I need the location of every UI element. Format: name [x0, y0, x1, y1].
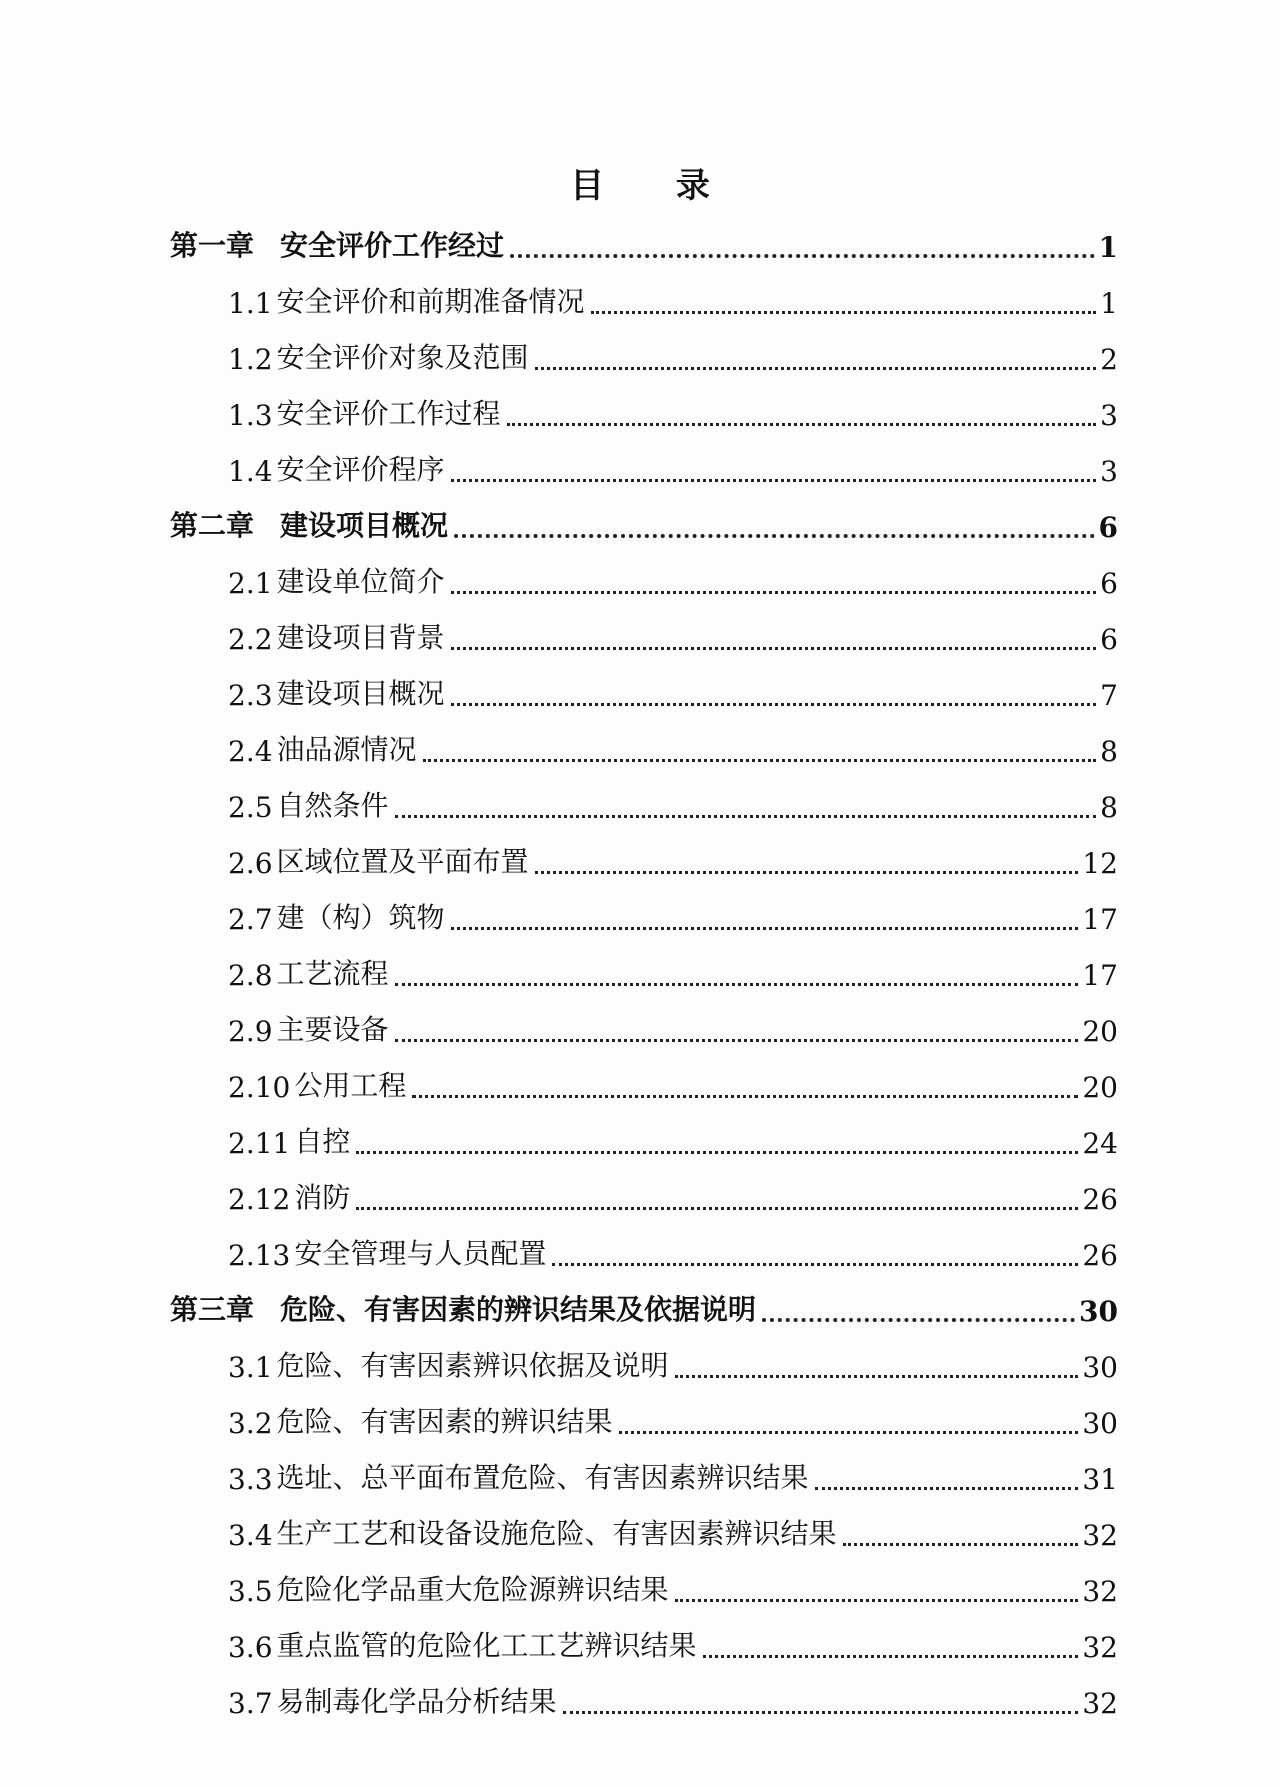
- toc-section-entry[interactable]: [170, 1392, 1118, 1448]
- toc-entry-number: 第二章: [170, 509, 255, 542]
- dot-leader: [563, 1711, 1079, 1714]
- dot-leader: [507, 423, 1097, 426]
- toc-entry-title: 区域位置及平面布置: [276, 845, 529, 878]
- toc-section-entry[interactable]: [170, 1560, 1118, 1616]
- toc-section-entry[interactable]: [170, 1336, 1118, 1392]
- toc-page-number: 7: [1100, 679, 1118, 712]
- toc-entry-number: 3.2: [228, 1407, 273, 1440]
- toc-page-number: 17: [1082, 959, 1118, 992]
- toc-page-number: 17: [1082, 903, 1118, 936]
- toc-section-entry[interactable]: [170, 1504, 1118, 1560]
- toc-entry-number: 第一章: [170, 229, 255, 262]
- dot-leader: [356, 1207, 1078, 1210]
- toc-entry-title: 消防: [294, 1181, 351, 1214]
- toc-entry-title: 工艺流程: [276, 957, 389, 990]
- toc-entry-title: 公用工程: [294, 1069, 407, 1102]
- dot-leader: [619, 1431, 1079, 1434]
- toc-page-number: 32: [1082, 1687, 1118, 1720]
- toc-page-number: 6: [1100, 623, 1118, 656]
- toc-page-number: 8: [1100, 735, 1118, 768]
- toc-page-number: 32: [1082, 1631, 1118, 1664]
- dot-leader: [451, 591, 1097, 594]
- toc-entry-title: 建设项目概况: [276, 677, 445, 710]
- toc-section-entry[interactable]: [170, 1448, 1118, 1504]
- toc-page-number: 32: [1082, 1519, 1118, 1552]
- dot-leader: [675, 1599, 1079, 1602]
- toc-entry-title: 建设项目背景: [276, 621, 445, 654]
- toc-page-number: 20: [1082, 1071, 1118, 1104]
- toc-entry-title: 建设单位简介: [276, 565, 445, 598]
- toc-entry-title: 主要设备: [276, 1013, 389, 1046]
- toc-section-entry[interactable]: [170, 776, 1118, 832]
- toc-entry-title: 建设项目概况: [280, 509, 449, 542]
- toc-entry-number: 2.1: [228, 567, 273, 600]
- toc-page-number: 30: [1082, 1407, 1118, 1440]
- toc-entry-number: 2.4: [228, 735, 273, 768]
- toc-entry-title: 自控: [294, 1125, 351, 1158]
- toc-chapter-entry[interactable]: [170, 496, 1118, 552]
- dot-leader: [412, 1095, 1078, 1098]
- dot-leader: [535, 367, 1097, 370]
- toc-entry-title: 危险、有害因素辨识依据及说明: [276, 1349, 669, 1382]
- toc-entry-title: 危险、有害因素的辨识结果: [276, 1405, 613, 1438]
- toc-section-entry[interactable]: [170, 1168, 1118, 1224]
- dot-leader: [356, 1151, 1078, 1154]
- toc-page-number: 1: [1098, 231, 1118, 264]
- toc-entry-title: 安全管理与人员配置: [294, 1237, 547, 1270]
- toc-entry-number: 2.10: [228, 1071, 291, 1104]
- toc-entry-number: 1.4: [228, 455, 273, 488]
- toc-entry-number: 2.6: [228, 847, 273, 880]
- toc-page-number: 20: [1082, 1015, 1118, 1048]
- dot-leader: [454, 534, 1094, 538]
- toc-section-entry[interactable]: [170, 1224, 1118, 1280]
- toc-entry-number: 3.5: [228, 1575, 273, 1608]
- toc-page-number: 26: [1082, 1239, 1118, 1272]
- toc-page-number: 24: [1082, 1127, 1118, 1160]
- dot-leader: [552, 1263, 1078, 1266]
- toc-chapter-entry[interactable]: [170, 216, 1118, 272]
- toc-page-number: 26: [1082, 1183, 1118, 1216]
- toc-section-entry[interactable]: [170, 832, 1118, 888]
- dot-leader: [510, 254, 1094, 258]
- dot-leader: [591, 311, 1097, 314]
- toc-section-entry[interactable]: [170, 1056, 1118, 1112]
- dot-leader: [395, 983, 1079, 986]
- toc-entry-number: 3.7: [228, 1687, 273, 1720]
- toc-entry-title: 安全评价对象及范围: [276, 341, 529, 374]
- toc-entry-title: 安全评价程序: [276, 453, 445, 486]
- toc-section-entry[interactable]: [170, 944, 1118, 1000]
- dot-leader: [815, 1487, 1079, 1490]
- toc-entry-title: 安全评价工作经过: [280, 229, 505, 262]
- toc-entry-number: 3.3: [228, 1463, 273, 1496]
- toc-entry-title: 安全评价工作过程: [276, 397, 501, 430]
- toc-page-number: 8: [1100, 791, 1118, 824]
- dot-leader: [451, 647, 1097, 650]
- toc-section-entry[interactable]: [170, 1000, 1118, 1056]
- toc-section-entry[interactable]: [170, 888, 1118, 944]
- dot-leader: [451, 703, 1097, 706]
- toc-entry-number: 2.9: [228, 1015, 273, 1048]
- dot-leader: [395, 815, 1097, 818]
- toc-entry-title: 建（构）筑物: [276, 901, 445, 934]
- toc-entry-title: 自然条件: [276, 789, 389, 822]
- toc-section-entry[interactable]: [170, 608, 1118, 664]
- toc-page-number: 31: [1082, 1463, 1118, 1496]
- toc-section-entry[interactable]: [170, 440, 1118, 496]
- toc-section-entry[interactable]: [170, 272, 1118, 328]
- toc-entry-title: 易制毒化学品分析结果: [276, 1685, 557, 1718]
- toc-page-number: 3: [1100, 399, 1118, 432]
- toc-page-number: 6: [1098, 511, 1118, 544]
- dot-leader: [535, 871, 1079, 874]
- toc-section-entry[interactable]: [170, 328, 1118, 384]
- toc-entry-title: 选址、总平面布置危险、有害因素辨识结果: [276, 1461, 809, 1494]
- toc-entry-number: 3.6: [228, 1631, 273, 1664]
- dot-leader: [762, 1318, 1075, 1322]
- dot-leader: [451, 927, 1079, 930]
- toc-section-entry[interactable]: [170, 1672, 1118, 1728]
- toc-entry-number: 1.2: [228, 343, 273, 376]
- toc-section-entry[interactable]: [170, 384, 1118, 440]
- toc-section-entry[interactable]: [170, 1616, 1118, 1672]
- dot-leader: [423, 759, 1097, 762]
- toc-entry-number: 1.3: [228, 399, 273, 432]
- toc-page-number: 6: [1100, 567, 1118, 600]
- toc-entry-title: 安全评价和前期准备情况: [276, 285, 585, 318]
- toc-entry-number: 2.11: [228, 1127, 291, 1160]
- toc-entry-title: 危险、有害因素的辨识结果及依据说明: [280, 1293, 757, 1326]
- dot-leader: [703, 1655, 1079, 1658]
- toc-entry-number: 2.3: [228, 679, 273, 712]
- toc-entry-number: 2.13: [228, 1239, 291, 1272]
- toc-entry-title: 生产工艺和设备设施危险、有害因素辨识结果: [276, 1517, 837, 1550]
- toc-entry-number: 2.7: [228, 903, 273, 936]
- dot-leader: [843, 1543, 1079, 1546]
- toc-page-number: 32: [1082, 1575, 1118, 1608]
- toc-entry-number: 1.1: [228, 287, 273, 320]
- toc-entry-number: 2.8: [228, 959, 273, 992]
- toc-section-entry[interactable]: [170, 664, 1118, 720]
- toc-entry-title: 危险化学品重大危险源辨识结果: [276, 1573, 669, 1606]
- dot-leader: [395, 1039, 1079, 1042]
- page-title: 目 录: [570, 166, 740, 206]
- toc-entry-title: 油品源情况: [276, 733, 417, 766]
- dot-leader: [451, 479, 1097, 482]
- toc-page-number: 12: [1082, 847, 1118, 880]
- toc-section-entry[interactable]: [170, 1112, 1118, 1168]
- toc-entry-number: 3.1: [228, 1351, 273, 1384]
- toc-page-number: 30: [1082, 1351, 1118, 1384]
- toc-page-number: 3: [1100, 455, 1118, 488]
- toc-section-entry[interactable]: [170, 552, 1118, 608]
- toc-section-entry[interactable]: [170, 720, 1118, 776]
- toc-page-number: 30: [1079, 1295, 1118, 1328]
- toc-entry-number: 3.4: [228, 1519, 273, 1552]
- toc-entry-number: 2.12: [228, 1183, 291, 1216]
- toc-page-number: 1: [1100, 287, 1118, 320]
- toc-entry-number: 第三章: [170, 1293, 255, 1326]
- toc-entry-title: 重点监管的危险化工工艺辨识结果: [276, 1629, 697, 1662]
- toc-chapter-entry[interactable]: [170, 1280, 1118, 1336]
- toc-entry-number: 2.5: [228, 791, 273, 824]
- toc-page-number: 2: [1100, 343, 1118, 376]
- toc-entry-number: 2.2: [228, 623, 273, 656]
- table-of-contents: [170, 216, 1118, 1728]
- dot-leader: [675, 1375, 1079, 1378]
